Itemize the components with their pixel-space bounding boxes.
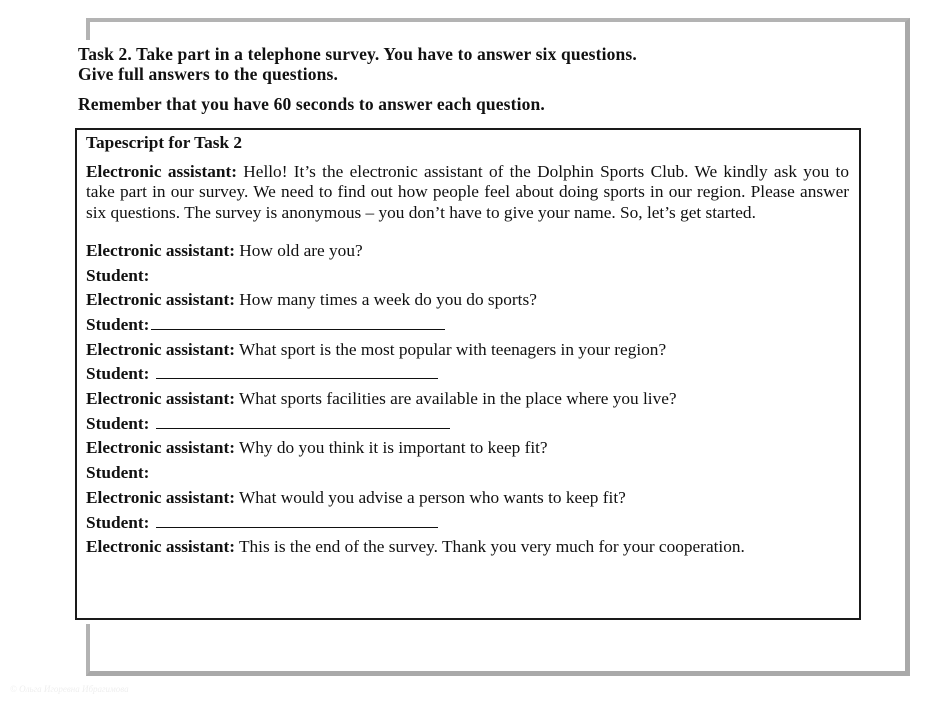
answer-blank	[151, 315, 445, 330]
spacer	[86, 223, 849, 241]
speaker-label: Electronic assistant:	[86, 162, 237, 182]
answer-blank	[156, 513, 438, 528]
watermark: © Ольга Игоревна Ибрагимова	[10, 684, 129, 694]
speaker-label: Electronic assistant:	[86, 487, 235, 507]
student-label: Student:	[86, 463, 150, 483]
speaker-label: Electronic assistant:	[86, 389, 235, 409]
question-4	[86, 389, 849, 409]
task-line-2: Give full answers to the questions.	[78, 64, 338, 84]
student-answer-4	[86, 414, 849, 434]
student-answer-5	[86, 463, 849, 483]
assistant-intro	[86, 162, 849, 223]
question-3	[86, 340, 849, 360]
question-text: How old are you?	[239, 240, 363, 260]
task-instructions	[78, 44, 864, 114]
question-text: Why do you think it is important to keep fit?	[238, 438, 548, 458]
question-text: How many times a week do you do sports?	[239, 290, 537, 310]
speaker-label: Electronic assistant:	[86, 240, 235, 260]
closing-line	[86, 537, 849, 557]
tapescript-box	[75, 128, 861, 620]
question-text: What sports facilities are available in the place where you live?	[238, 389, 677, 409]
question-text: What would you advise a person who wants to keep fit?	[238, 487, 626, 507]
speaker-label: Electronic assistant:	[86, 537, 235, 557]
task-line-1: Task 2. Take part in a telephone survey. You have to answer six questions.	[78, 44, 637, 64]
tapescript-title: Tapescript for Task 2	[86, 133, 243, 152]
question-1	[86, 241, 849, 261]
student-answer-3	[86, 364, 849, 384]
student-label: Student:	[86, 512, 150, 532]
student-label: Student:	[86, 364, 150, 384]
speaker-label: Electronic assistant:	[86, 290, 235, 310]
student-answer-2	[86, 315, 849, 335]
speaker-label: Electronic assistant:	[86, 339, 235, 359]
student-answer-6	[86, 513, 849, 533]
student-answer-1	[86, 266, 849, 286]
closing-text: This is the end of the survey. Thank you very much for your cooperation.	[238, 537, 745, 557]
intro-text: Hello! It’s the electronic assistant of the Dolphin Sports Club. We kindly ask you to take part in our survey. We need to find out how people feel about doing sports in our region. Please answer six questions. The survey is anonymous – you don’t have to give your name. So, let’s get started.	[86, 162, 849, 222]
answer-blank	[156, 364, 438, 379]
student-label: Student:	[86, 314, 150, 334]
answer-blank	[156, 414, 450, 429]
speaker-label: Electronic assistant:	[86, 438, 235, 458]
student-label: Student:	[86, 413, 150, 433]
question-6	[86, 488, 849, 508]
question-2	[86, 290, 849, 310]
question-text: What sport is the most popular with teenagers in your region?	[238, 339, 667, 359]
question-5	[86, 438, 849, 458]
task-remember: Remember that you have 60 seconds to answer each question.	[78, 94, 545, 114]
student-label: Student:	[86, 265, 150, 285]
